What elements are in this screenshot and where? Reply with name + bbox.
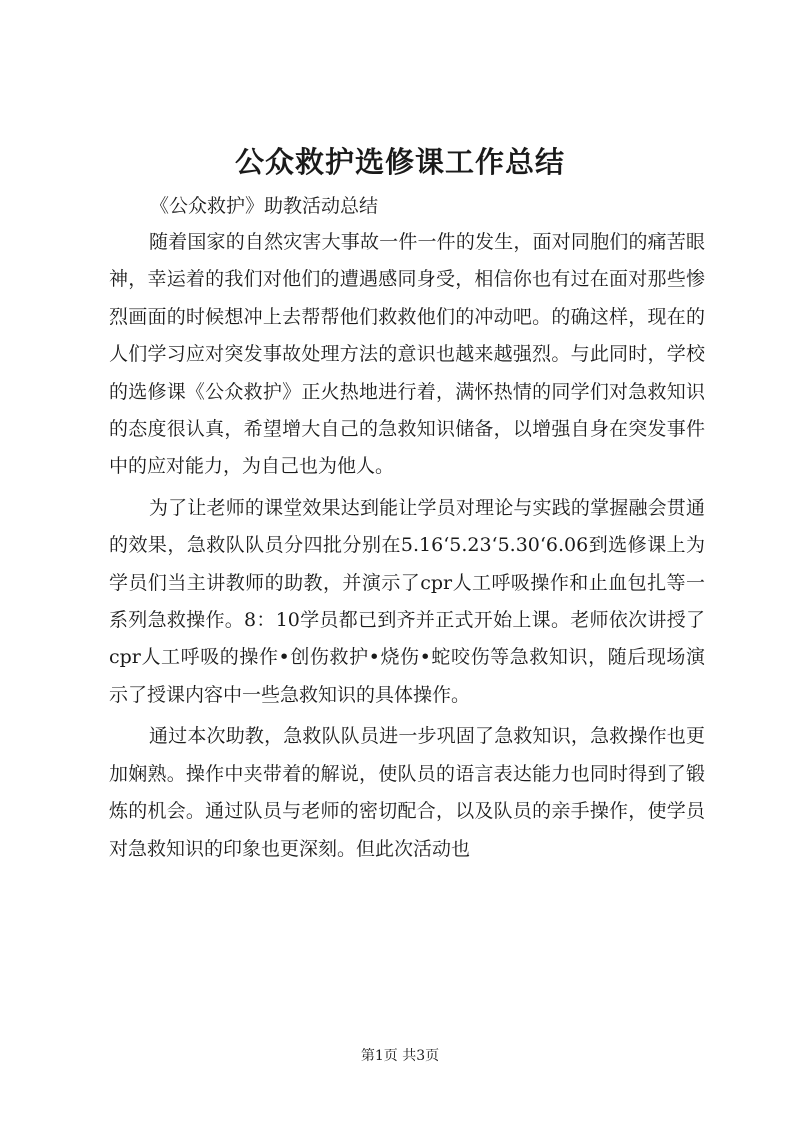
page-title: 公众救护选修课工作总结 (234, 145, 565, 179)
document-subtitle: 《公众救护》助教活动总结 (150, 195, 379, 217)
page-footer: 第1页 共3页 (360, 1048, 440, 1064)
paragraph: 随着国家的自然灾害大事故一件一件的发生，面对同胞们的痛苦眼神，幸运着的我们对他们的遭遇感同身受，相信你也有过在面对那些惨烈画面的时候想冲上去帮帮他们救救他们的冲动吧。的确这样，现在的人们学习应对突发事故处理方法的意识也越来越强烈。与此同时，学校的选修课《公众救护》正火热地进行着，满怀热情的同学们对急救知识的态度很认真，希望增大自己的急救知识储备，以增强自身在突发事件中的应对能力，为自己也为他人。 (109, 231, 705, 478)
paragraph: 为了让老师的课堂效果达到能让学员对理论与实践的掌握融会贯通的效果，急救队队员分四批分别在5.16‘5.23‘5.30‘6.06到选修课上为学员们当主讲教师的助教，并演示了cpr人工呼吸操作和止血包扎等一系列急救操作。8：10学员都已到齐并正式开始上课。老师依次讲授了cpr人工呼吸的操作•创伤救护•烧伤•蛇咬伤等急救知识，随后现场演示了授课内容中一些急救知识的具体操作。 (109, 496, 705, 706)
document-body (109, 188, 705, 868)
paragraph: 通过本次助教，急救队队员进一步巩固了急救知识，急救操作也更加娴熟。操作中夹带着的解说，使队员的语言表达能力也同时得到了锻炼的机会。通过队员与老师的密切配合，以及队员的亲手操作，使学员对急救知识的印象也更深刻。但此次活动也 (109, 725, 705, 860)
